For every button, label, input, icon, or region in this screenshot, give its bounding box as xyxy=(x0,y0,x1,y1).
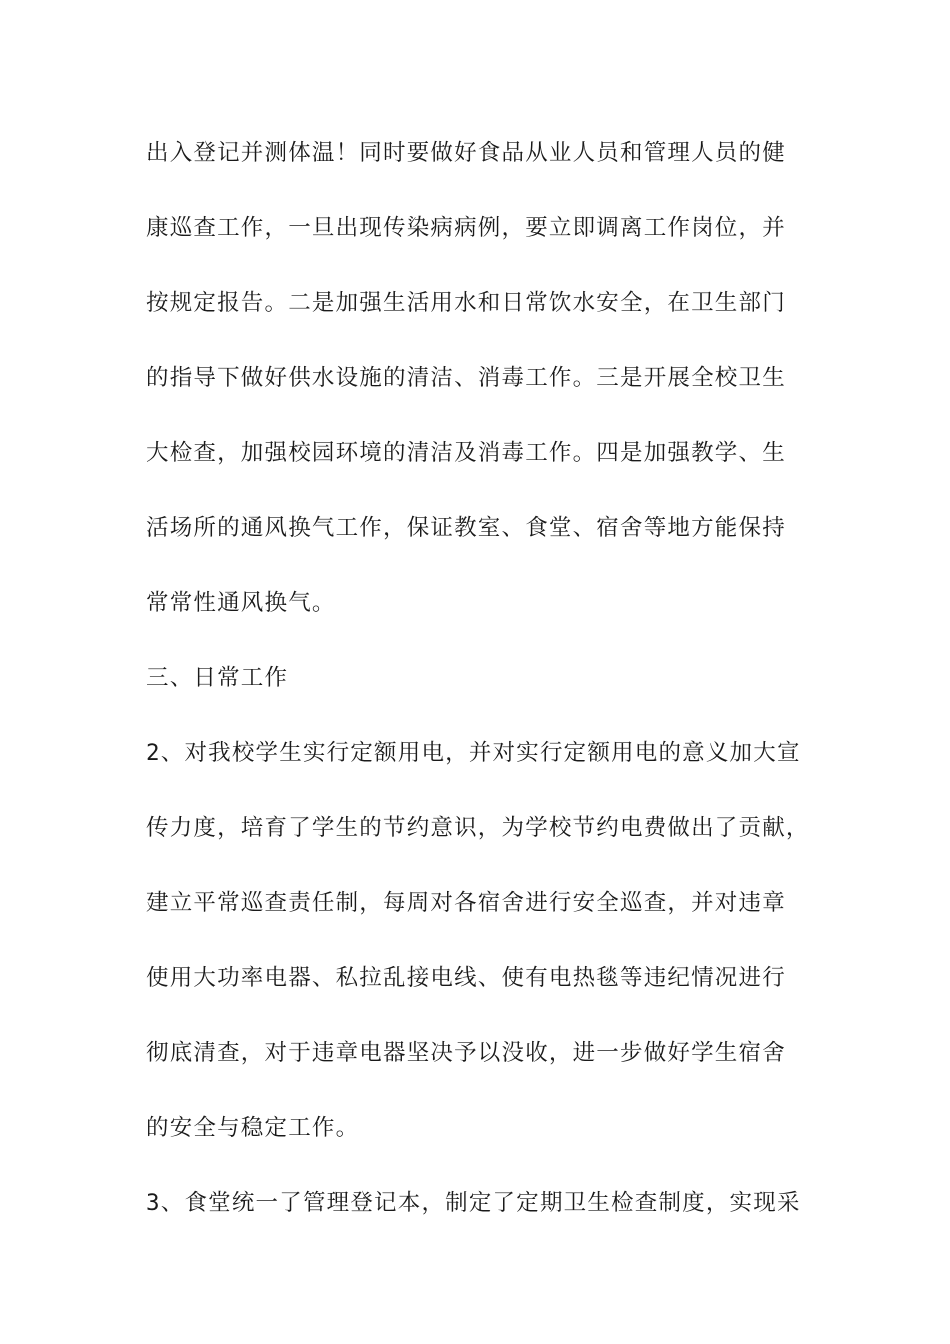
paragraph-line: 的安全与稳定工作。 xyxy=(146,1115,360,1141)
section-heading: 三、日常工作 xyxy=(146,665,289,691)
paragraph-line: 建立平常巡查责任制，每周对各宿舍进行安全巡查，并对违章 xyxy=(146,890,786,916)
paragraph-line: 常常性通风换气。 xyxy=(146,590,336,616)
paragraph-line: 彻底清查，对于违章电器坚决予以没收，进一步做好学生宿舍 xyxy=(146,1040,786,1066)
paragraph-line: 2、对我校学生实行定额用电，并对实行定额用电的意义加大宣 xyxy=(146,740,801,766)
paragraph-line: 按规定报告。二是加强生活用水和日常饮水安全，在卫生部门 xyxy=(146,290,786,316)
paragraph-line: 使用大功率电器、私拉乱接电线、使有电热毯等违纪情况进行 xyxy=(146,965,786,991)
paragraph-line: 3、食堂统一了管理登记本，制定了定期卫生检查制度，实现采 xyxy=(146,1190,801,1216)
paragraph-line: 活场所的通风换气工作，保证教室、食堂、宿舍等地方能保持 xyxy=(146,515,786,541)
paragraph-line: 的指导下做好供水设施的清洁、消毒工作。三是开展全校卫生 xyxy=(146,365,786,391)
paragraph-line: 传力度，培育了学生的节约意识，为学校节约电费做出了贡献， xyxy=(146,815,810,841)
paragraph-line: 康巡查工作，一旦出现传染病病例，要立即调离工作岗位，并 xyxy=(146,215,786,241)
paragraph-line: 大检查，加强校园环境的清洁及消毒工作。四是加强教学、生 xyxy=(146,440,786,466)
paragraph-line: 出入登记并测体温！同时要做好食品从业人员和管理人员的健 xyxy=(146,140,786,166)
